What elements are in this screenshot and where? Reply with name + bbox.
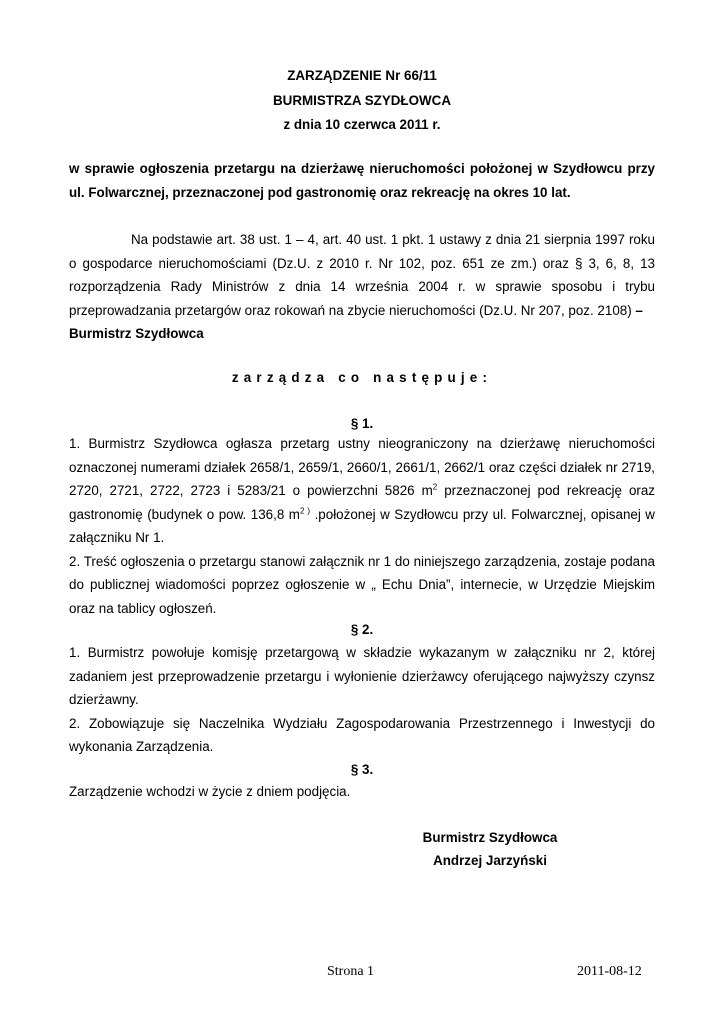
decree-date: z dnia 10 czerwca 2011 r. bbox=[283, 117, 441, 132]
section-1-heading: § 1. bbox=[350, 416, 374, 431]
decree-formula: zarządza co następuje: bbox=[231, 370, 493, 385]
authority-name: Burmistrz Szydłowca bbox=[69, 326, 204, 341]
decree-number: ZARZĄDZENIE Nr 66/11 bbox=[287, 68, 437, 83]
section-1-point-2: 2. Treść ogłoszenia o przetargu stanowi załącznik nr 1 do niniejszego zarządzenia, zostaje podana do publicznej wiadomości poprzez ogłoszenie w „ Echu Dnia”, internecie, w Urzędzie Miejskim oraz na tablicy ogłoszeń. bbox=[69, 553, 655, 616]
section-2-body bbox=[69, 641, 655, 759]
section-2-point-1: 1. Burmistrz powołuje komisję przetargową w składzie wykazanym w załączniku nr 2, której zadaniem jest przeprowadzenie przetargu i wyłonienie dzierżawcy oferującego najwyższy czynsz dzierżawny. bbox=[69, 645, 655, 707]
section-3-heading: § 3. bbox=[350, 762, 374, 777]
section-1-point-1-part-a: 1. Burmistrz Szydłowca ogłasza przetarg ustny nieograniczony na dzierżawę nieruchomości oznaczonej numerami działek 2658/1, 2659/1, 2660/1, 2661/1, 2662/1 oraz części działek nr 2719, 2720, 2721, 2722, 2723 i 5283/21 o powierzchni 5826 m bbox=[69, 436, 655, 498]
section-2-heading: § 2. bbox=[350, 622, 374, 637]
section-1-point-1-part-c: .położonej w Szydłowcu przy ul. Folwarcznej, opisanej w załączniku Nr 1. bbox=[69, 506, 655, 545]
page-number: Strona 1 bbox=[327, 964, 375, 979]
legal-basis-dash: – bbox=[635, 302, 643, 318]
section-3-point-1: Zarządzenie wchodzi w życie z dniem podjęcia. bbox=[69, 784, 351, 799]
section-3-body bbox=[69, 780, 655, 804]
area-unit-superscript: 2 bbox=[432, 482, 438, 492]
print-date: 2011-08-12 bbox=[577, 964, 642, 979]
legal-basis-text: Na podstawie art. 38 ust. 1 – 4, art. 40 ust. 1 pkt. 1 ustawy z dnia 21 sierpnia 1997 roku o gospodarce nieruchomościami (Dz.U. z 2010 r. Nr 102, poz. 651 ze zm.) oraz § 3, 6, 8, 13 rozporządzenia Rady Ministrów z dnia 14 września 2004 r. w sprawie sposobu i trybu przeprowadzania przetargów oraz rokowań na zbycie nieruchomości (Dz.U. Nr 207, poz. 2108) bbox=[69, 232, 655, 318]
signature-name: Andrzej Jarzyński bbox=[433, 853, 547, 868]
issuer: BURMISTRZA SZYDŁOWCA bbox=[272, 93, 452, 108]
legal-basis bbox=[69, 228, 655, 346]
decree-subject: w sprawie ogłoszenia przetargu na dzierżawę nieruchomości położonej w Szydłowcu przy ul. Folwarcznej, przeznaczonej pod gastronomię oraz rekreację na okres 10 lat. bbox=[69, 161, 655, 200]
signature-title: Burmistrz Szydłowca bbox=[422, 830, 558, 845]
building-area-superscript: 2 ) bbox=[299, 506, 311, 516]
section-1-point-1-part-b: przeznaczonej pod rekreację oraz gastronomię (budynek o pow. 136,8 m bbox=[69, 483, 655, 522]
section-2-point-2: 2. Zobowiązuje się Naczelnika Wydziału Zagospodarowania Przestrzennego i Inwestycji do wykonania Zarządzenia. bbox=[69, 715, 655, 754]
section-1-body bbox=[69, 432, 655, 620]
signature-block bbox=[400, 826, 580, 872]
section-1-point-1 bbox=[69, 432, 655, 550]
